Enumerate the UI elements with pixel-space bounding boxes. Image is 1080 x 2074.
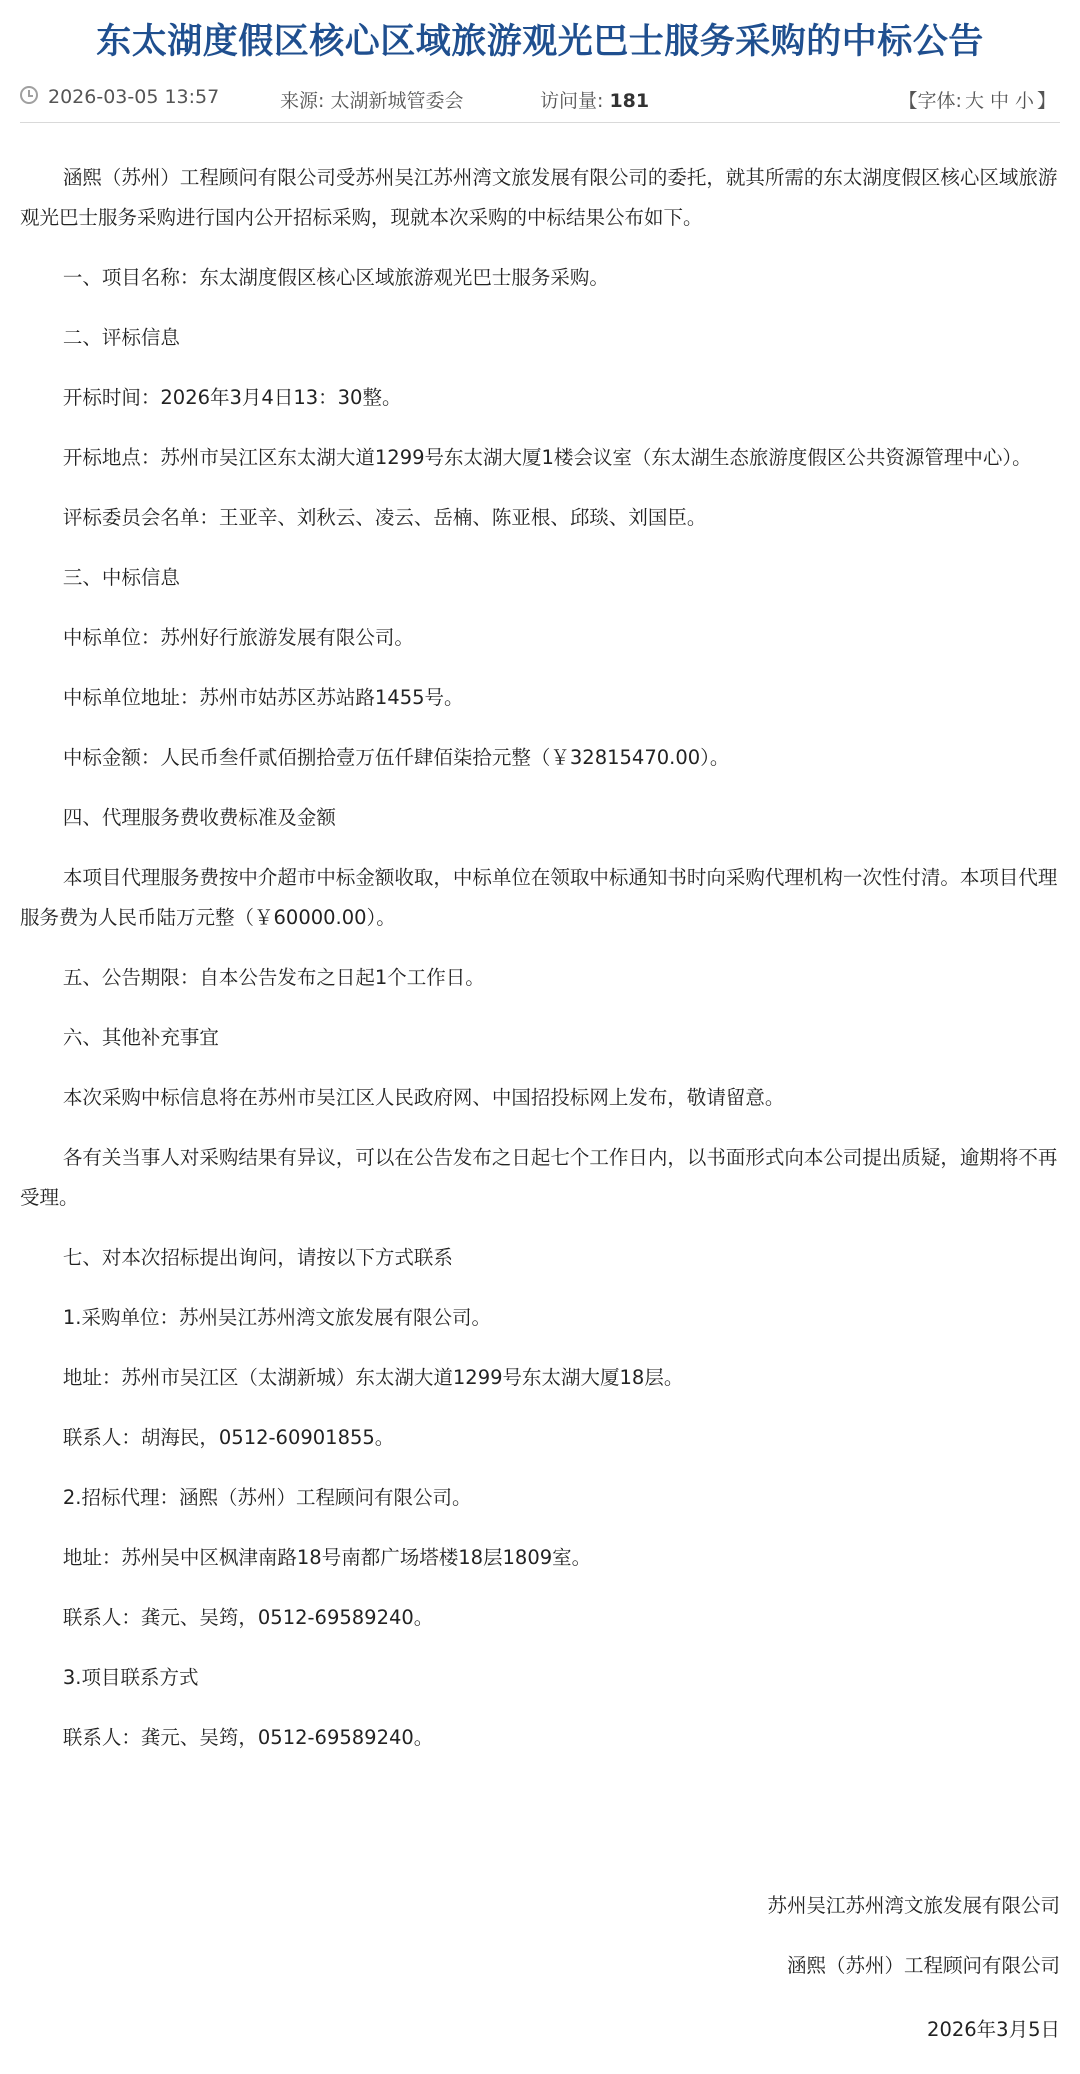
- evaluation-committee: 评标委员会名单：王亚辛、刘秋云、凌云、岳楠、陈亚根、邱琰、刘国臣。: [62, 506, 707, 529]
- font-size-close-bracket: 】: [1036, 90, 1056, 112]
- section-heading: 四、代理服务费收费标准及金额: [62, 806, 336, 829]
- publication-note: 本次采购中标信息将在苏州市吴江区人民政府网、中国招投标网上发布，敬请留意。: [62, 1086, 785, 1109]
- font-size-label: 【字体:: [898, 90, 962, 112]
- section-heading: 六、其他补充事宜: [62, 1026, 219, 1049]
- bid-opening-time: 开标时间：2026年3月4日13：30整。: [62, 386, 402, 409]
- agency-fee-paragraph: 本项目代理服务费按中介超市中标金额收取，中标单位在领取中标通知书时向采购代理机构一次性付清。本项目代理服务费为人民币陆万元整（￥60000.00）。: [20, 866, 1058, 929]
- agency-address: 地址：苏州吴中区枫津南路18号南都广场塔楼18层1809室。: [62, 1546, 592, 1569]
- bid-opening-location: 开标地点：苏州市吴江区东太湖大道1299号东太湖大厦1楼会议室（东太湖生态旅游度假区公共资源管理中心）。: [62, 446, 1032, 469]
- purchaser-contact: 联系人：胡海民，0512-60901855。: [62, 1426, 395, 1449]
- visit-count: [540, 86, 649, 113]
- section-heading: 二、评标信息: [62, 326, 180, 349]
- font-size-large-button[interactable]: 大: [964, 90, 984, 112]
- agency-unit: 2.招标代理：涵熙（苏州）工程顾问有限公司。: [62, 1486, 472, 1509]
- article-meta-bar: [20, 80, 1060, 123]
- font-size-control: [899, 86, 1056, 113]
- font-size-medium-button[interactable]: 中: [989, 90, 1009, 112]
- section-heading: 七、对本次招标提出询问，请按以下方式联系: [62, 1246, 453, 1269]
- page-title: 东太湖度假区核心区域旅游观光巴士服务采购的中标公告: [96, 22, 984, 62]
- winning-amount: 中标金额：人民币叁仟贰佰捌拾壹万伍仟肆佰柒拾元整（￥32815470.00）。: [62, 746, 730, 769]
- intro-paragraph: 涵熙（苏州）工程顾问有限公司受苏州吴江苏州湾文旅发展有限公司的委托，就其所需的东太湖度假区核心区域旅游观光巴士服务采购进行国内公开招标采购，现就本次采购的中标结果公布如下。: [20, 166, 1058, 229]
- announcement-period: 五、公告期限：自本公告发布之日起1个工作日。: [62, 966, 485, 989]
- objection-note: 各有关当事人对采购结果有异议，可以在公告发布之日起七个工作日内，以书面形式向本公司提出质疑，逾期将不再受理。: [20, 1146, 1058, 1209]
- visits-value: 181: [609, 90, 650, 112]
- source-value: 太湖新城管委会: [330, 90, 464, 112]
- article-body: [20, 158, 1060, 1778]
- project-contact: 联系人：龚元、吴筠，0512-69589240。: [62, 1726, 434, 1749]
- purchaser-unit: 1.采购单位：苏州吴江苏州湾文旅发展有限公司。: [62, 1306, 491, 1329]
- agency-contact: 联系人：龚元、吴筠，0512-69589240。: [62, 1606, 434, 1629]
- font-size-small-button[interactable]: 小: [1014, 90, 1034, 112]
- purchaser-address: 地址：苏州市吴江区（太湖新城）东太湖大道1299号东太湖大厦18层。: [62, 1366, 684, 1389]
- signature-org-1: 苏州吴江苏州湾文旅发展有限公司: [767, 1894, 1060, 1917]
- source-info: [280, 86, 463, 113]
- visits-label: 访问量:: [540, 90, 604, 112]
- project-contact-heading: 3.项目联系方式: [62, 1666, 199, 1689]
- winning-bidder: 中标单位：苏州好行旅游发展有限公司。: [62, 626, 414, 649]
- section-heading: 三、中标信息: [62, 566, 180, 589]
- clock-icon: [20, 86, 38, 104]
- publish-date: 2026-03-05 13:57: [48, 86, 220, 108]
- source-label: 来源:: [280, 90, 325, 112]
- signature-date: 2026年3月5日: [927, 2018, 1060, 2041]
- project-name: 一、项目名称：东太湖度假区核心区域旅游观光巴士服务采购。: [62, 266, 609, 289]
- winning-bidder-address: 中标单位地址：苏州市姑苏区苏站路1455号。: [62, 686, 464, 709]
- signature-org-2: 涵熙（苏州）工程顾问有限公司: [786, 1954, 1060, 1977]
